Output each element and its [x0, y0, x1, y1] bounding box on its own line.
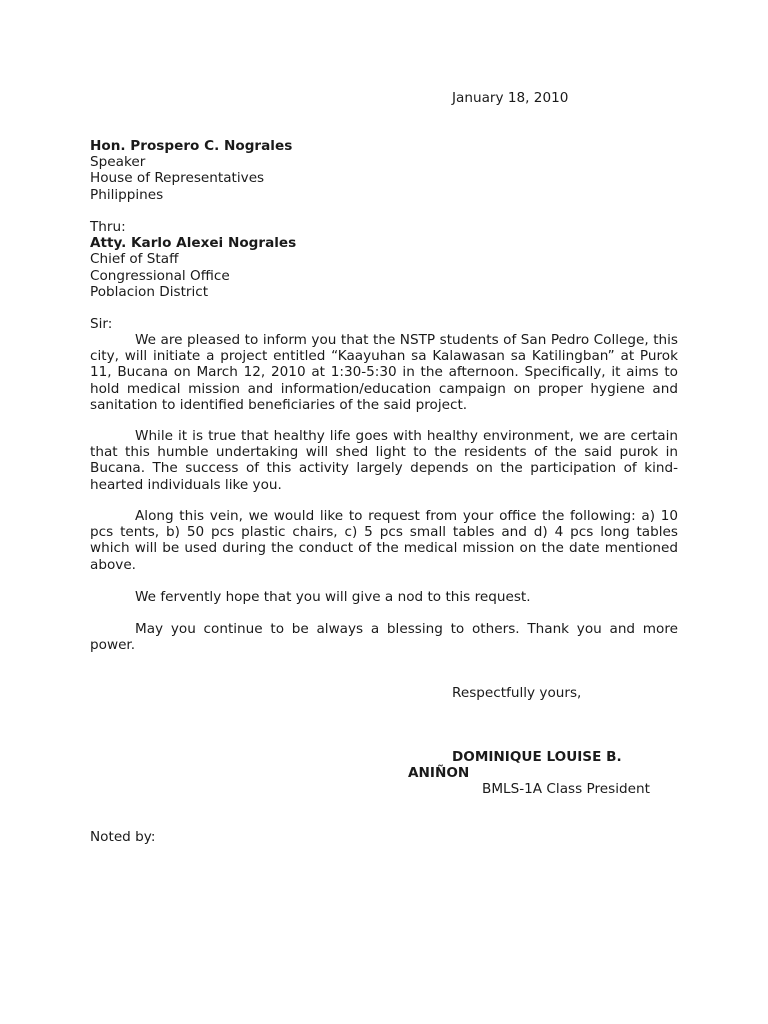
- salutation: Sir:: [90, 316, 113, 332]
- closing: Respectfully yours,: [452, 685, 582, 701]
- body-paragraph: While it is true that healthy life goes with healthy environment, we are certain that this humble undertaking will shed light to the residents of the said purok in Bucana. The success of this activity largely depends on the participation of kind-hearted individuals like you.: [90, 428, 678, 493]
- recipient-line: House of Representatives: [90, 170, 265, 187]
- thru-line: Chief of Staff: [90, 251, 179, 268]
- letter-date: January 18, 2010: [452, 90, 569, 106]
- signatory-name-line1: DOMINIQUE LOUISE B.: [452, 749, 622, 765]
- signatory-name-line2: ANIÑON: [408, 765, 470, 781]
- body-paragraph: Along this vein, we would like to request from your office the following: a) 10 pcs tents, b) 50 pcs plastic chairs, c) 5 pcs small tables and d) 4 pcs long tables which will be used during the conduct of the medical mission on the date mentioned above.: [90, 508, 678, 573]
- noted-by-label: Noted by:: [90, 829, 156, 845]
- recipient-block: [90, 138, 292, 203]
- recipient-line: Philippines: [90, 186, 164, 203]
- thru-block: [90, 219, 296, 300]
- recipient-name: Hon. Prospero C. Nograles: [90, 138, 293, 154]
- body-paragraph: May you continue to be always a blessing to others. Thank you and more power.: [90, 621, 678, 654]
- signatory-title: BMLS-1A Class President: [482, 781, 650, 797]
- thru-line: Congressional Office: [90, 267, 230, 284]
- recipient-line: Speaker: [90, 154, 146, 171]
- thru-label: Thru:: [90, 219, 126, 235]
- thru-name: Atty. Karlo Alexei Nograles: [90, 235, 297, 252]
- body-paragraph: We are pleased to inform you that the NSTP students of San Pedro College, this city, will initiate a project entitled “Kaayuhan sa Kalawasan sa Katilingban” at Purok 11, Bucana on March 12, 2010 at 1:30-5:30 in the afternoon. Specifically, it aims to hold medical mission and information/education campaign on proper hygiene and sanitation to identified beneficiaries of the said project.: [90, 332, 678, 413]
- thru-line: Poblacion District: [90, 283, 209, 300]
- body-paragraph: We fervently hope that you will give a nod to this request.: [135, 589, 531, 605]
